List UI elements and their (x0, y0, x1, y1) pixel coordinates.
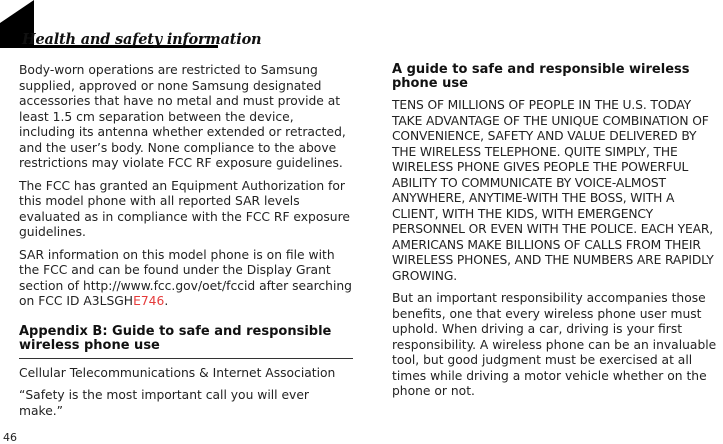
body-worn-paragraph: Body-worn operations are restricted to Samsung supplied, approved or none Samsung designated accessories that have no metal and must provide at least 1.5 cm separation between the device, including its antenna whether extended or retracted, and the user’s body. None compliance to the above restrictions may violate FCC RF exposure guidelines. (19, 63, 346, 170)
page-number: 46 (3, 431, 17, 444)
sar-info-paragraph (19, 248, 353, 310)
sar-info-text: SAR information on this model phone is on file with the FCC and can be found under the Display Grant section of http://www.fcc.gov/oet/fccid after searching on FCC ID A3LSGH (19, 247, 352, 308)
page-header-title: Health and safety information (22, 31, 262, 48)
left-column (19, 63, 353, 426)
model-number: E746 (133, 294, 165, 308)
appendix-heading: Appendix B: Guide to safe and responsible wireless phone use (19, 325, 353, 359)
guide-heading: A guide to safe and responsible wireless phone use (392, 62, 690, 91)
right-column (392, 63, 723, 407)
responsibility-paragraph: But an important responsibility accompanies those benefits, one that every wireless phone user must uphold. When driving a car, driving is your first responsibility. A wireless phone can be an invaluable tool, but good judgment must be exercised at all times while driving a motor vehicle whether on the phone or not. (392, 291, 717, 398)
safety-quote: “Safety is the most important call you will ever make.” (19, 388, 309, 418)
sar-info-end: . (164, 294, 169, 308)
fcc-authorization-paragraph: The FCC has granted an Equipment Authorization for this model phone with all reported SAR levels evaluated as in compliance with the FCC RF exposure guidelines. (19, 178, 350, 239)
wireless-usage-paragraph: TENS OF MILLIONS OF PEOPLE IN THE U.S. TODAY TAKE ADVANTAGE OF THE UNIQUE COMBINATION OF CONVENIENCE, SAFETY AND VALUE DELIVERED BY THE WIRELESS TELEPHONE. QUITE SIMPLY, THE WIRELESS PHONE GIVES PEOPLE THE POWERFUL ABILITY TO COMMUNICATE BY VOICE-ALMOST ANYWHERE, ANYTIME-WITH THE BOSS, WITH A CLIENT, WITH THE KIDS, WITH EMERGENCY PERSONNEL OR EVEN WITH THE POLICE. EACH YEAR, AMERICANS MAKE BILLIONS OF CALLS FROM THEIR WIRELESS PHONES, AND THE NUMBERS ARE RAPIDLY GROWING. (392, 98, 714, 283)
organization-name: Cellular Telecommunications & Internet Association (19, 365, 336, 380)
